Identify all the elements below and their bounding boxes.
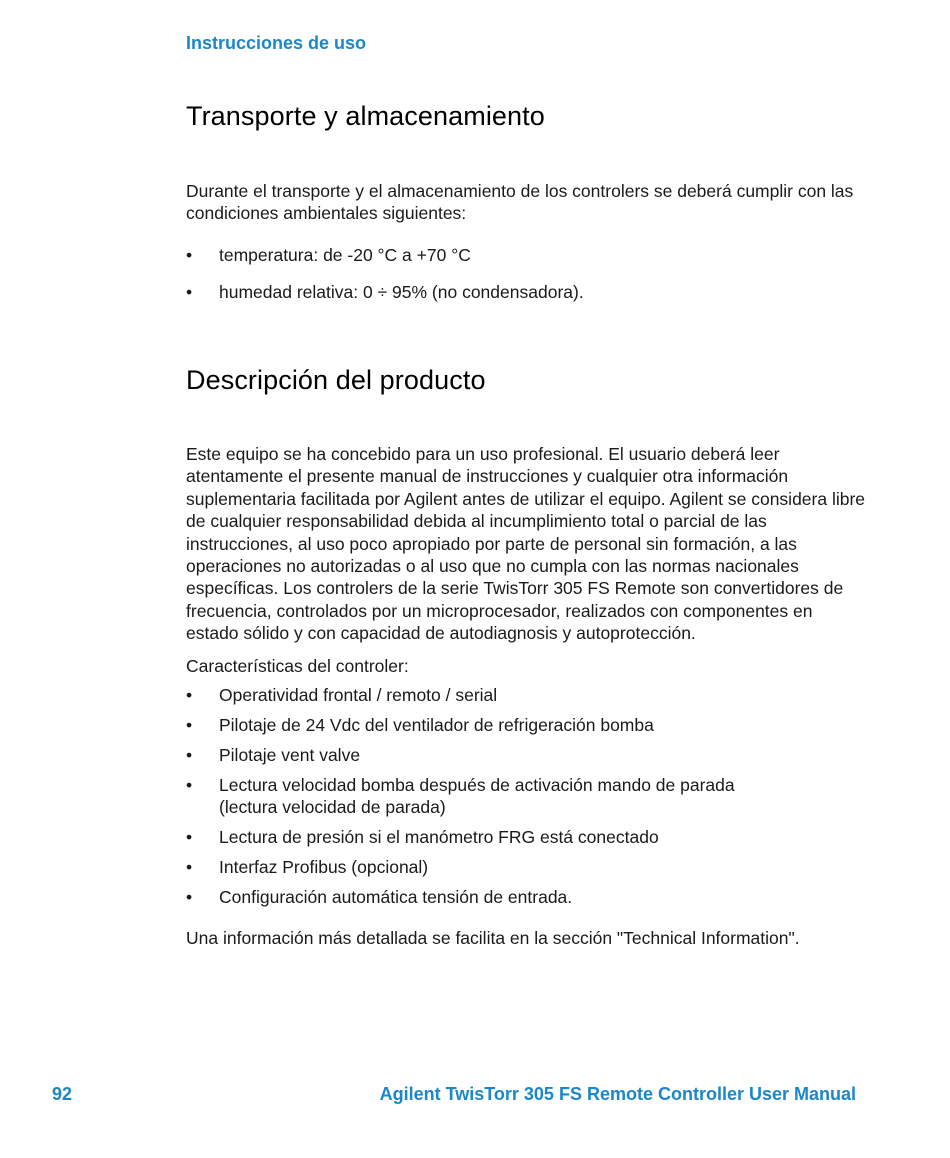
- features-intro: Características del controler:: [186, 656, 409, 676]
- list-item: [186, 684, 866, 706]
- page-number: 92: [52, 1084, 73, 1104]
- bullet-icon: •: [186, 827, 193, 848]
- list-item-text: Interfaz Profibus (opcional): [219, 857, 429, 878]
- list-item: [186, 244, 866, 266]
- transport-intro: Durante el transporte y el almacenamiento de los controlers se deberá cumplir con las condiciones ambientales siguientes:: [186, 181, 854, 224]
- list-item: [186, 714, 866, 736]
- list-item: [186, 774, 866, 819]
- transport-conditions-list: [186, 244, 866, 318]
- bullet-icon: •: [186, 775, 193, 795]
- list-item-text: humedad relativa: 0 ÷ 95% (no condensadora).: [219, 282, 584, 302]
- bullet-icon: •: [186, 685, 193, 705]
- list-item-text: Operatividad frontal / remoto / serial: [219, 685, 498, 705]
- list-item-text: Lectura de presión si el manómetro FRG está conectado: [219, 827, 659, 848]
- description-body: Este equipo se ha concebido para un uso profesional. El usuario deberá leer atentamente el presente manual de instrucciones y cualquier otra información suplementaria facilitada por Agilent antes de utilizar el equipo. Agilent se considera libre de cualquier responsabilidad debida al incumplimiento total o parcial de las instrucciones, al uso poco apropiado por parte de personal sin formación, a las operaciones no autorizadas o al uso que no cumpla con las normas nacionales específicas. Los controlers de la serie TwisTorr 305 FS Remote son convertidores de frecuencia, controlados por un microprocesador, realizados con componentes en estado sólido y con capacidad de autodiagnosis y autoprotección.: [186, 444, 866, 644]
- manual-title: Agilent TwisTorr 305 FS Remote Controller User Manual: [379, 1084, 856, 1104]
- bullet-icon: •: [186, 887, 193, 908]
- list-item: [186, 281, 866, 303]
- section-heading-description: Descripción del producto: [186, 365, 486, 395]
- list-item: [186, 886, 866, 908]
- list-item-text: Configuración automática tensión de entrada.: [219, 887, 573, 908]
- bullet-icon: •: [186, 282, 193, 302]
- list-item: [186, 744, 866, 766]
- list-item: [186, 826, 866, 848]
- list-item-text: Lectura velocidad bomba después de activación mando de parada (lectura velocidad de parada): [219, 775, 735, 818]
- bullet-icon: •: [186, 857, 193, 878]
- bullet-icon: •: [186, 715, 193, 735]
- running-header: Instrucciones de uso: [186, 33, 367, 53]
- section-heading-transport: Transporte y almacenamiento: [186, 101, 545, 131]
- closing-note: Una información más detallada se facilita en la sección "Technical Information".: [186, 928, 800, 948]
- list-item-text: Pilotaje vent valve: [219, 745, 361, 765]
- list-item-text: temperatura: de -20 °C a +70 °C: [219, 245, 471, 265]
- list-item-text: Pilotaje de 24 Vdc del ventilador de refrigeración bomba: [219, 715, 654, 735]
- list-item: [186, 856, 866, 878]
- bullet-icon: •: [186, 745, 193, 765]
- bullet-icon: •: [186, 245, 193, 265]
- features-list: [186, 684, 866, 916]
